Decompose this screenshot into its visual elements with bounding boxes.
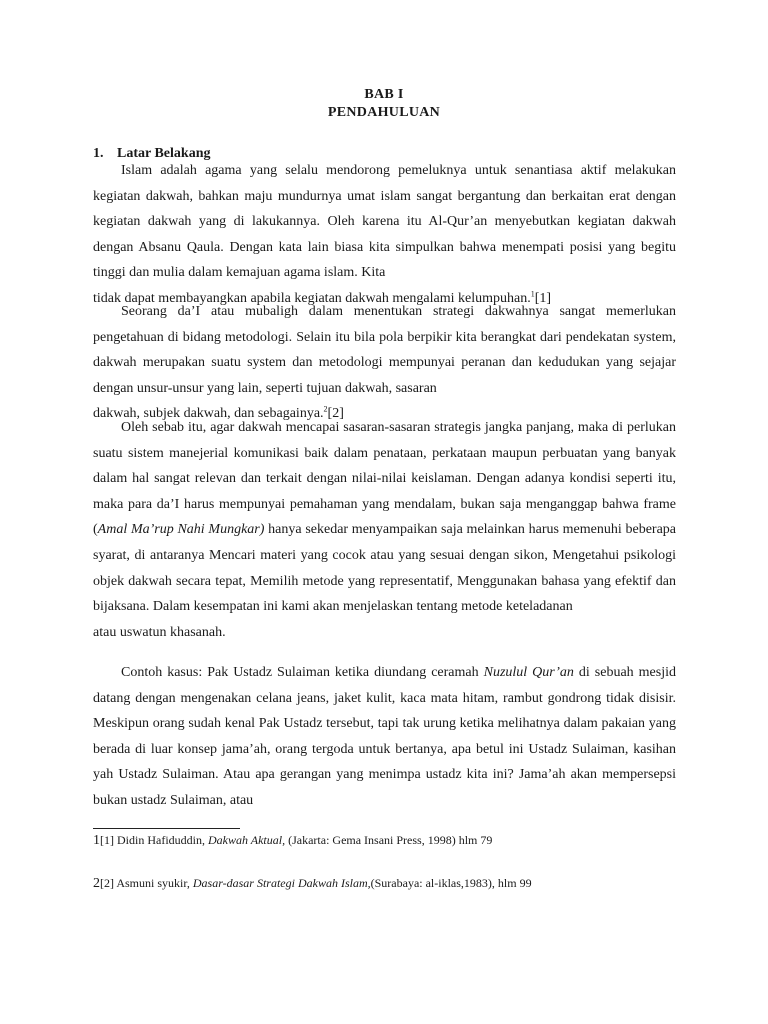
footnote-2-title: Dasar-dasar Strategi Dakwah Islam, bbox=[192, 876, 371, 890]
section-number: 1. bbox=[93, 146, 104, 161]
footnote-1-title: Dakwah Aktual, bbox=[207, 833, 286, 847]
paragraph-1 bbox=[93, 158, 676, 312]
paragraph-3-italic: Amal Ma’rup Nahi Mungkar) bbox=[97, 522, 265, 538]
paragraph-3 bbox=[93, 415, 676, 645]
paragraph-2-last-text: dakwah, subjek dakwah, dan sebagainya. bbox=[93, 406, 324, 422]
section-title: Latar Belakang bbox=[117, 146, 211, 161]
footnote-2-ref: [2] Asmuni syukir, bbox=[100, 876, 193, 890]
paragraph-4-text-a: Contoh kasus: Pak Ustadz Sulaiman ketika diundang ceramah bbox=[121, 665, 484, 680]
footnote-2-number: 2 bbox=[93, 876, 100, 891]
footnote-ref-2: [2] bbox=[327, 406, 344, 422]
footnote-marker-2: 2 bbox=[323, 404, 328, 414]
chapter-number: BAB I bbox=[364, 87, 404, 102]
paragraph-2 bbox=[93, 299, 676, 427]
paragraph-4 bbox=[93, 660, 676, 814]
chapter-title: PENDAHULUAN bbox=[327, 105, 441, 120]
footnote-1-number: 1 bbox=[93, 833, 100, 848]
footnote-2 bbox=[93, 876, 693, 892]
footnote-1 bbox=[93, 833, 693, 849]
paragraph-3-text-b: hanya sekedar menyampaikan saja melainkan harus memenuhi beberapa syarat, di antaranya Mencari materi yang cocok atau yang sesuai dengan sikon, Mengetahui psikologi objek dakwah secara tepat, Memilih metode yang representatif, Menggunakan bahasa yang efektif dan bijaksana. Dalam kesempatan ini kami akan menjelaskan tentang metode keteladanan bbox=[93, 522, 677, 615]
paragraph-3-last-line: atau uswatun khasanah. bbox=[93, 624, 226, 640]
footnote-1-ref: [1] Didin Hafiduddin, bbox=[100, 833, 208, 847]
paragraph-4-italic: Nuzulul Qur’an bbox=[483, 665, 574, 680]
footnote-2-rest: (Surabaya: al-iklas,1983), hlm 99 bbox=[370, 876, 532, 890]
paragraph-4-text-b: di sebuah mesjid datang dengan mengenakan celana jeans, jaket kulit, kaca mata hitam, rambut gondrong tidak disisir. Meskipun orang sudah kenal Pak Ustadz tersebut, tapi tak urung ketika melihatnya dalam pakaian yang berada di luar konsep jama’ah, orang tergoda untuk bertanya, apa betul ini Ustadz Sulaiman, kasihan yah Ustadz Sulaiman. Atau apa gerangan yang menimpa ustadz kita ini? Jama’ah akan mempersepsi bukan ustadz Sulaiman, atau bbox=[93, 665, 676, 808]
footnote-separator bbox=[93, 828, 240, 829]
paragraph-3-text-a: Oleh sebab itu, agar dakwah mencapai sasaran-sasaran strategis jangka panjang, maka di perlukan suatu sistem manejerial komunikasi baik dalam penataan, perkataan maupun perbuatan yang banyak dalam hal sangat relevan dan terkait dengan nilai-nilai keislaman. Dengan adanya kondisi seperti itu, maka para da’I harus mempunyai pemahaman yang mendalam, bukan saja menganggap bahwa frame ( bbox=[93, 420, 676, 538]
footnote-marker-1: 1 bbox=[530, 289, 535, 299]
footnote-ref-1: [1] bbox=[534, 290, 552, 306]
paragraph-1-text: Islam adalah agama yang selalu mendorong pemeluknya untuk senantiasa aktif melakukan kegiatan dakwah, bahkan maju mundurnya umat islam sangat bergantung dan berkaitan erat dengan kegiatan dakwah yang di lakukannya. Oleh karena itu Al-Qur’an menyebutkan kegiatan dakwah dengan Absanu Qaula. Dengan kata lain biasa kita simpulkan bahwa menempati posisi yang begitu tinggi dan mulia dalam kemajuan agama islam. Kita bbox=[93, 163, 676, 281]
paragraph-2-text: Seorang da’I atau mubaligh dalam menentukan strategi dakwahnya sangat memerlukan pengetahuan di bidang metodologi. Selain itu bila pola berpikir kita berangkat dari pendekatan system, dakwah merupakan suatu system dan metodologi mempunyai peranan dan kedudukan yang sejajar dengan unsur-unsur yang lain, seperti tujuan dakwah, sasaran bbox=[93, 304, 676, 396]
paragraph-1-last-text: tidak dapat membayangkan apabila kegiatan dakwah mengalami kelumpuhan. bbox=[93, 290, 531, 306]
footnote-1-rest: (Jakarta: Gema Insani Press, 1998) hlm 79 bbox=[285, 833, 493, 847]
